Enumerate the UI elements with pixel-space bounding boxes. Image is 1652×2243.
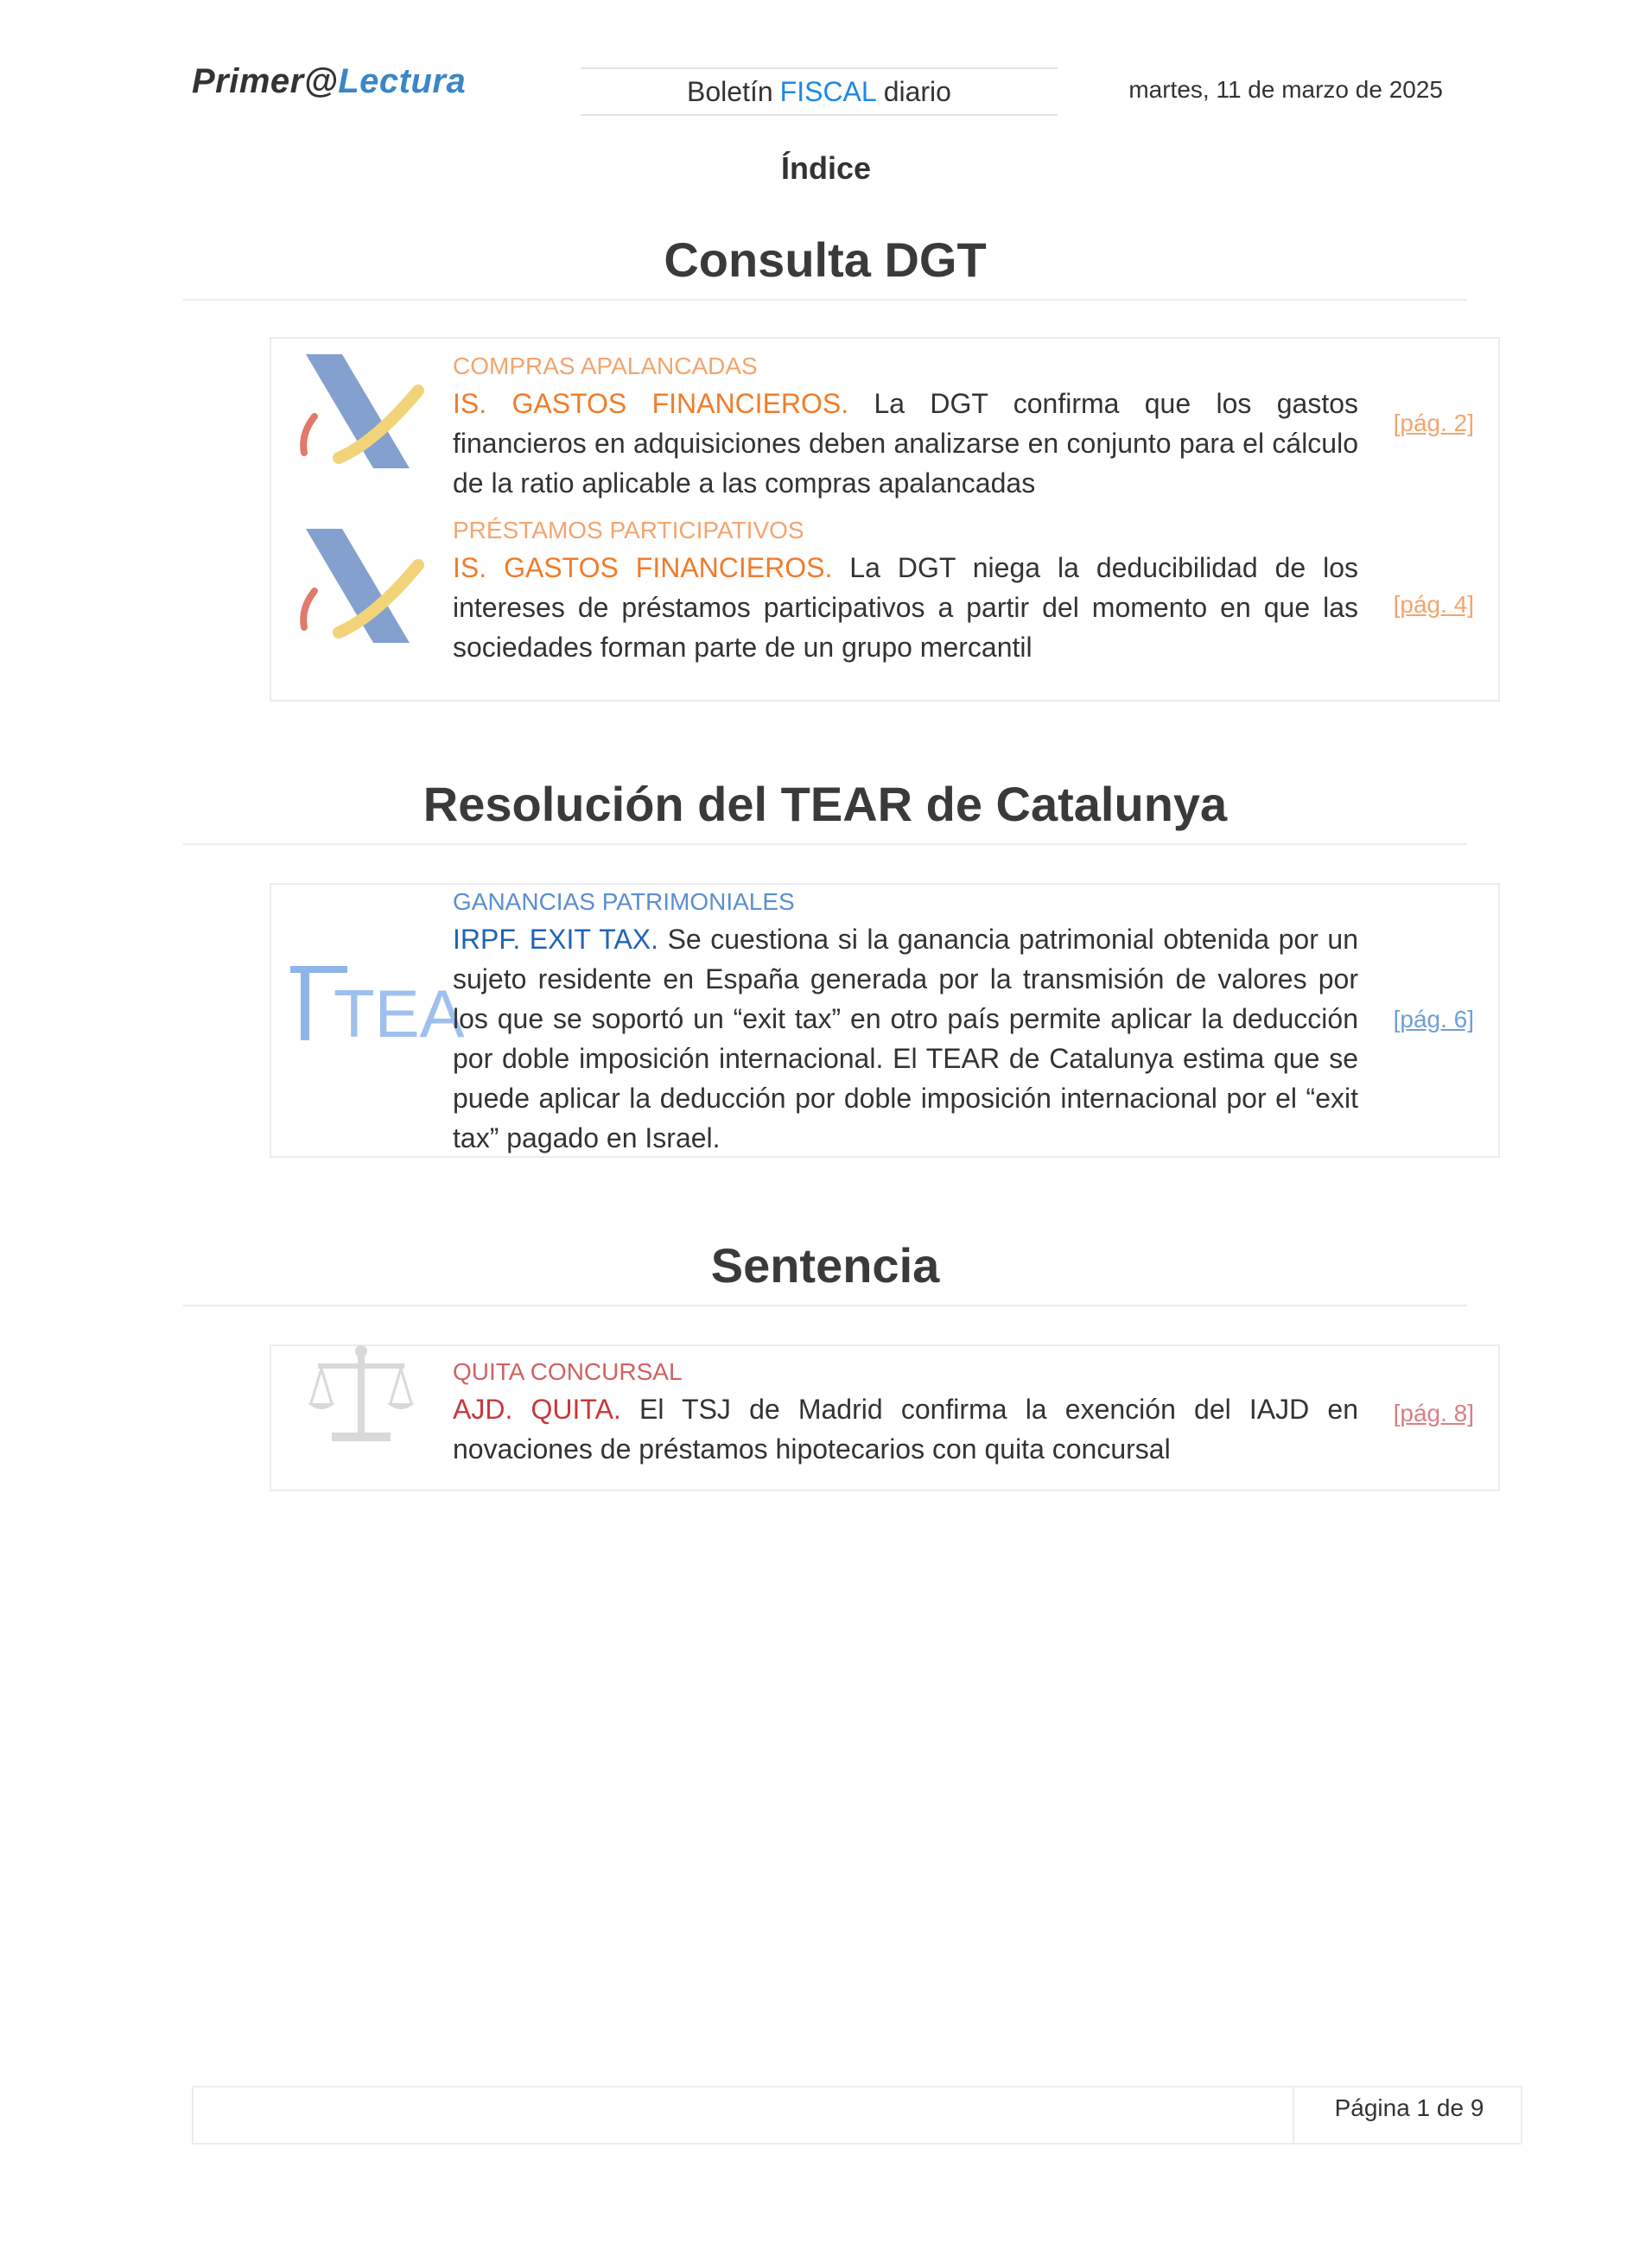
entry-lead: IS. GASTOS FINANCIEROS. xyxy=(453,552,833,583)
list-item xyxy=(453,1355,1358,1469)
section-divider xyxy=(183,1305,1467,1306)
section-card-sentencia xyxy=(270,1344,1500,1491)
entry-text: La DGT niega la deducibilidad de los intereses de préstamos participativos a partir del momento en que las sociedades forman parte de un grupo mercantil xyxy=(453,552,1358,663)
page-link-8[interactable]: [pág. 8] xyxy=(1393,1400,1474,1426)
svg-text:TEA: TEA xyxy=(334,975,465,1052)
page-number: Página 1 de 9 xyxy=(1334,2094,1484,2121)
section-title-sentencia: Sentencia xyxy=(710,1238,940,1293)
entry-category: PRÉSTAMOS PARTICIPATIVOS xyxy=(453,517,804,543)
entry-text: El TSJ de Madrid confirma la exención del IAJD en novaciones de préstamos hipotecarios con quita concursal xyxy=(453,1394,1359,1465)
entry-category: COMPRAS APALANCADAS xyxy=(453,353,758,379)
aeat-logo-icon xyxy=(289,347,427,477)
page-link-4[interactable]: [pág. 4] xyxy=(1393,591,1474,618)
aeat-logo-icon xyxy=(289,522,427,651)
entry-lead: AJD. QUITA. xyxy=(453,1394,621,1425)
bulletin-suffix: diario xyxy=(883,75,951,107)
list-item xyxy=(453,885,1358,1158)
index-title: Índice xyxy=(780,150,872,186)
footer-divider xyxy=(1293,2086,1294,2145)
section-card-dgt xyxy=(270,337,1500,702)
entry-category: GANANCIAS PATRIMONIALES xyxy=(453,888,795,915)
list-item xyxy=(453,513,1358,667)
section-title-tear-catalunya: Resolución del TEAR de Catalunya xyxy=(423,777,1228,831)
section-divider xyxy=(183,299,1467,301)
scales-icon xyxy=(306,1346,418,1450)
entry-lead: IRPF. EXIT TAX. xyxy=(453,924,659,955)
section-title-consulta-dgt: Consulta DGT xyxy=(664,232,987,287)
page-link-6[interactable]: [pág. 6] xyxy=(1393,1006,1474,1033)
entry-text: Se cuestiona si la ganancia patrimonial obtenida por un sujeto residente en España generada por la transmisión de valores por los que se soportó un “exit tax” en otro país permite aplicar la deducción por doble imposición internacional. El TEAR de Catalunya estima que se puede aplicar la deducción por doble imposición internacional por el “exit tax” pagado en Israel. xyxy=(453,924,1359,1153)
bulletin-fiscal: FISCAL xyxy=(779,75,877,107)
primera-lectura-logo: Primer@Lectura xyxy=(192,62,467,100)
section-divider xyxy=(183,843,1467,845)
bulletin-prefix: Boletín xyxy=(687,75,773,107)
bulletin-date: martes, 11 de marzo de 2025 xyxy=(1128,76,1443,103)
bulletin-title xyxy=(581,67,1058,116)
page-link-2[interactable]: [pág. 2] xyxy=(1393,410,1474,436)
tea-logo-icon xyxy=(289,957,465,1052)
list-item xyxy=(453,349,1358,503)
entry-text: La DGT confirma que los gastos financieros en adquisiciones deben analizarse en conjunto para el cálculo de la ratio aplicable a las compras apalancadas xyxy=(453,388,1359,499)
entry-lead: IS. GASTOS FINANCIEROS. xyxy=(453,388,849,419)
section-card-tear xyxy=(270,883,1500,1158)
entry-category: QUITA CONCURSAL xyxy=(453,1358,683,1385)
